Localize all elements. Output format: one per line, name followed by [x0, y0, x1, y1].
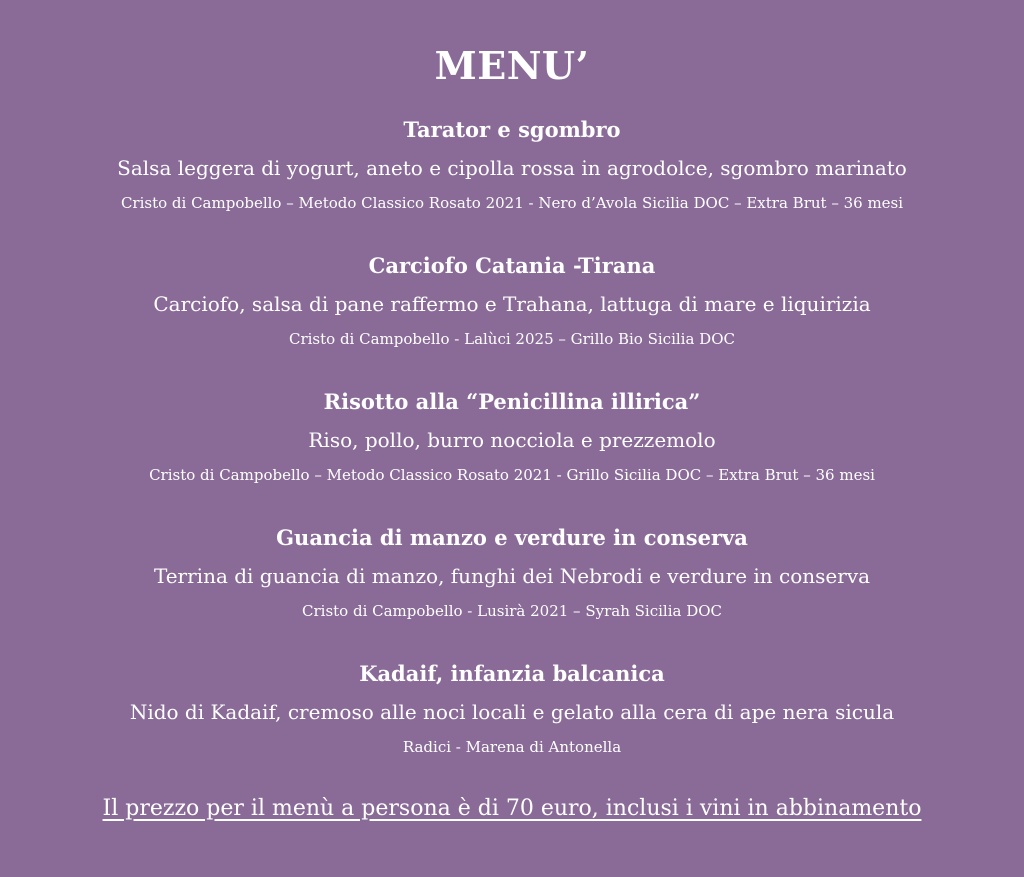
wine-pairing: Cristo di Campobello - Lalùci 2025 – Grillo Bio Sicilia DOC: [288, 330, 735, 348]
dish-description: Riso, pollo, burro nocciola e prezzemolo: [308, 428, 716, 452]
dish-description: Terrina di guancia di manzo, funghi dei Nebrodi e verdure in conserva: [153, 564, 871, 588]
course-kadaif: [0, 660, 1024, 757]
dish-description: Nido di Kadaif, cremoso alle noci locali e gelato alla cera di ape nera sicula: [129, 700, 895, 724]
dish-name: Kadaif, infanzia balcanica: [359, 661, 665, 686]
course-carciofo: [0, 252, 1024, 349]
dish-name: Guancia di manzo e verdure in conserva: [276, 525, 748, 550]
wine-pairing: Radici - Marena di Antonella: [402, 738, 622, 756]
dish-name: Tarator e sgombro: [403, 117, 621, 142]
price-note-text: Il prezzo per il menù a persona è di 70 euro, inclusi i vini in abbinamento: [102, 796, 922, 821]
dish-description: Carciofo, salsa di pane raffermo e Trahana, lattuga di mare e liquirizia: [153, 292, 871, 316]
dish-name: Carciofo Catania -Tirana: [368, 253, 656, 278]
wine-pairing: Cristo di Campobello – Metodo Classico Rosato 2021 - Grillo Sicilia DOC – Extra Brut – 36 mesi: [149, 466, 875, 484]
dish-name: Risotto alla “Penicillina illirica”: [323, 389, 701, 414]
wine-pairing: Cristo di Campobello - Lusirà 2021 – Syrah Sicilia DOC: [302, 602, 722, 620]
course-guancia: [0, 524, 1024, 621]
course-risotto: [0, 388, 1024, 485]
price-note: [0, 794, 1024, 824]
dish-description: Salsa leggera di yogurt, aneto e cipolla rossa in agrodolce, sgombro marinato: [117, 156, 907, 180]
menu-title: MENU’: [434, 43, 590, 88]
course-tarator: [0, 116, 1024, 213]
wine-pairing: Cristo di Campobello – Metodo Classico Rosato 2021 - Nero d’Avola Sicilia DOC – Extra Brut – 36 mesi: [120, 194, 904, 212]
